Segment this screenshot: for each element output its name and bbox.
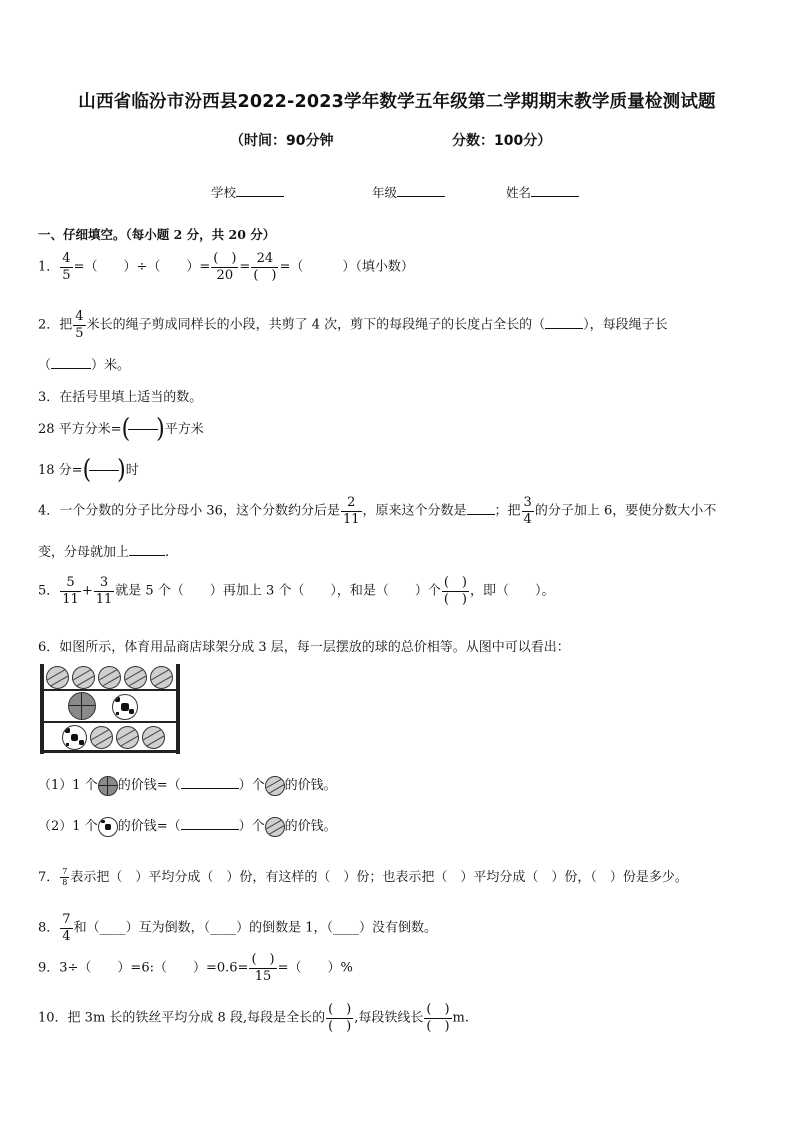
q5-f2-den: 11 bbox=[95, 591, 113, 607]
q10-fraction-1 bbox=[326, 1003, 353, 1033]
q4-f1-num: 2 bbox=[347, 495, 356, 510]
q7-text: 表示把（ ）平均分成（ ）份，有这样的（ ）份；也表示把（ ）平均分成（ ）份，（ ）份是多少。 bbox=[70, 870, 688, 885]
q3-part-a: 28 平方分米=( )平方米 bbox=[38, 413, 204, 444]
q4-fraction-2 bbox=[522, 496, 534, 526]
q5-plus: + bbox=[81, 583, 93, 599]
question-8 bbox=[38, 913, 437, 943]
q5-number: 5． bbox=[38, 583, 60, 599]
q9-tail: =（ ）% bbox=[277, 960, 353, 976]
question-2-line2 bbox=[38, 354, 130, 373]
q1-fraction-1 bbox=[60, 252, 72, 282]
q7-fraction bbox=[60, 868, 69, 888]
q2-number: 2．把 bbox=[38, 317, 73, 333]
q7-num: 7 bbox=[62, 866, 68, 876]
q3-a-label: 28 平方分米= bbox=[38, 422, 122, 437]
q2-line2a: （ bbox=[38, 358, 52, 373]
q5-fraction-2 bbox=[94, 576, 115, 606]
volleyball-icon bbox=[72, 666, 95, 689]
q7-den: 8 bbox=[62, 878, 68, 887]
q2-text2: ），每段绳子长 bbox=[583, 317, 668, 333]
question-7 bbox=[38, 866, 688, 887]
question-9 bbox=[38, 953, 353, 983]
q10-f1-den: ( ) bbox=[328, 1018, 352, 1034]
q2-fraction bbox=[73, 310, 85, 340]
q8-num: 7 bbox=[62, 912, 71, 927]
soccer-ball-icon bbox=[62, 725, 87, 750]
grade-label: 年级 bbox=[372, 185, 398, 200]
question-5 bbox=[38, 576, 555, 606]
q10-text: 10．把 3m 长的铁丝平均分成 8 段,每段是全长的 bbox=[38, 1010, 326, 1026]
q1-f1-den: 5 bbox=[62, 267, 71, 283]
name-field[interactable] bbox=[506, 183, 579, 201]
q2-line2b: ）米。 bbox=[91, 358, 131, 373]
q7-number: 7． bbox=[38, 870, 60, 885]
question-3: 3．在括号里填上适当的数。 bbox=[38, 390, 203, 405]
q4-text3: ；把 bbox=[494, 503, 521, 519]
soccer-ball-icon bbox=[98, 817, 118, 837]
volleyball-icon bbox=[46, 666, 69, 689]
q5-f1-den: 11 bbox=[62, 591, 79, 607]
time-info: （时间：90分钟 bbox=[230, 133, 334, 149]
q1-f2-num: ( ) bbox=[213, 251, 237, 266]
q10-f1-num: ( ) bbox=[328, 1002, 352, 1017]
q3-a-unit: 平方米 bbox=[164, 422, 204, 437]
q10-mid: ,每段铁线长 bbox=[354, 1010, 424, 1026]
q5-f2-num: 3 bbox=[99, 575, 109, 590]
q5-f3-den: ( ) bbox=[443, 591, 468, 607]
volleyball-icon bbox=[124, 666, 147, 689]
q1-tail: =（ ）（填小数） bbox=[279, 259, 414, 275]
q9-num: ( ) bbox=[251, 952, 275, 967]
volleyball-icon bbox=[116, 726, 139, 749]
q10-f2-num: ( ) bbox=[426, 1002, 450, 1017]
q1-f2-den: 20 bbox=[216, 267, 234, 283]
q6-p2d: 的价钱。 bbox=[284, 819, 337, 834]
q8-number: 8． bbox=[38, 920, 60, 936]
q6-p1a: （1）1 个 bbox=[38, 778, 98, 793]
q2-text1: 米长的绳子剪成同样长的小段，共剪了 4 次，剪下的每段绳子的长度占全长的（ bbox=[86, 317, 546, 333]
q1-fraction-2 bbox=[211, 252, 238, 282]
q8-text: 和（____）互为倒数，（____）的倒数是 1，（____）没有倒数。 bbox=[73, 920, 437, 936]
q6-p2a: （2）1 个 bbox=[38, 819, 98, 834]
q4-f1-den: 11 bbox=[342, 511, 360, 527]
q1-fraction-3 bbox=[251, 252, 278, 282]
page-title: 山西省临汾市汾西县2022-2023学年数学五年级第二学期期末教学质量检测试题 bbox=[78, 92, 716, 112]
q4-blank-2[interactable] bbox=[129, 543, 165, 556]
q2-den: 5 bbox=[75, 325, 84, 341]
q3-b-label: 18 分= bbox=[38, 463, 83, 478]
name-label: 姓名 bbox=[506, 185, 532, 200]
q10-tail: m. bbox=[452, 1010, 469, 1026]
q1-eq1: =（ ）÷（ ）= bbox=[73, 259, 211, 275]
volleyball-icon bbox=[265, 776, 285, 796]
q6-p1c: ）个 bbox=[238, 778, 265, 793]
q6-part-2 bbox=[38, 815, 337, 837]
q5-tail: ，即（ ）。 bbox=[470, 583, 555, 599]
q3-b-unit: 时 bbox=[125, 463, 139, 478]
q5-fraction-1 bbox=[60, 576, 81, 606]
volleyball-icon bbox=[90, 726, 113, 749]
q3-b-answer-line[interactable] bbox=[89, 470, 119, 471]
q6-blank-2[interactable] bbox=[181, 817, 239, 830]
q2-blank-2[interactable] bbox=[51, 356, 91, 369]
question-6: 6．如图所示，体育用品商店球架分成 3 层，每一层摆放的球的总价相等。从图中可以看出： bbox=[38, 640, 570, 655]
q10-fraction-2 bbox=[424, 1003, 451, 1033]
soccer-ball-icon bbox=[112, 694, 138, 720]
q4-text2: ，原来这个分数是 bbox=[362, 503, 467, 519]
q5-f3-num: ( ) bbox=[443, 575, 468, 590]
q4-line2: 变，分母就加上 bbox=[38, 545, 130, 560]
q1-f3-num: 24 bbox=[256, 251, 274, 266]
q2-num: 4 bbox=[75, 309, 84, 324]
grade-field[interactable] bbox=[372, 183, 445, 201]
q6-blank-1[interactable] bbox=[181, 776, 239, 789]
volleyball-icon bbox=[98, 666, 121, 689]
basketball-icon bbox=[98, 776, 118, 796]
q8-fraction bbox=[60, 913, 72, 943]
q1-eq2: = bbox=[239, 259, 251, 275]
q6-part-1 bbox=[38, 774, 337, 796]
q3-part-b: 18 分=( )时 bbox=[38, 454, 139, 485]
q1-number: 1． bbox=[38, 259, 60, 275]
basketball-icon bbox=[68, 692, 96, 720]
question-2 bbox=[38, 310, 668, 340]
q4-blank-1[interactable] bbox=[467, 502, 495, 515]
q6-p2c: ）个 bbox=[238, 819, 265, 834]
question-1 bbox=[38, 252, 414, 282]
school-field[interactable] bbox=[211, 183, 284, 201]
q4-f2-num: 3 bbox=[523, 495, 532, 510]
q4-f2-den: 4 bbox=[523, 511, 532, 527]
q8-den: 4 bbox=[62, 928, 71, 944]
q9-fraction bbox=[249, 953, 276, 983]
question-4 bbox=[38, 496, 716, 526]
q5-fraction-3 bbox=[442, 576, 469, 606]
q9-den: 15 bbox=[254, 968, 272, 984]
section-heading: 一、仔细填空。（每小题 2 分，共 20 分） bbox=[38, 227, 276, 242]
q4-text4: 的分子加上 6，要使分数大小不 bbox=[534, 503, 717, 519]
volleyball-icon bbox=[142, 726, 165, 749]
q6-p2b: 的价钱=（ bbox=[117, 819, 181, 834]
q6-p1b: 的价钱=（ bbox=[117, 778, 181, 793]
q5-text: 就是 5 个（ ）再加上 3 个（ ），和是（ ）个 bbox=[115, 583, 441, 599]
q9-text: 9．3÷（ ）=6:（ ）=0.6= bbox=[38, 960, 249, 976]
q3-a-answer-line[interactable] bbox=[128, 429, 158, 430]
question-4-line2 bbox=[38, 541, 169, 560]
question-10 bbox=[38, 1003, 469, 1033]
q1-f3-den: ( ) bbox=[253, 267, 277, 283]
q1-f1-num: 4 bbox=[62, 251, 71, 266]
q2-blank-1[interactable] bbox=[545, 316, 583, 329]
q4-line2-end: . bbox=[165, 545, 170, 560]
q6-p1d: 的价钱。 bbox=[284, 778, 337, 793]
q5-f1-num: 5 bbox=[66, 575, 75, 590]
score-info: 分数：100分） bbox=[452, 133, 552, 149]
q10-f2-den: ( ) bbox=[426, 1018, 450, 1034]
volleyball-icon bbox=[265, 817, 285, 837]
volleyball-icon bbox=[150, 666, 173, 689]
school-label: 学校 bbox=[211, 185, 237, 200]
q4-text1: 4．一个分数的分子比分母小 36，这个分数约分后是 bbox=[38, 503, 340, 519]
ball-rack-figure bbox=[40, 664, 180, 754]
q4-fraction-1 bbox=[341, 496, 362, 526]
